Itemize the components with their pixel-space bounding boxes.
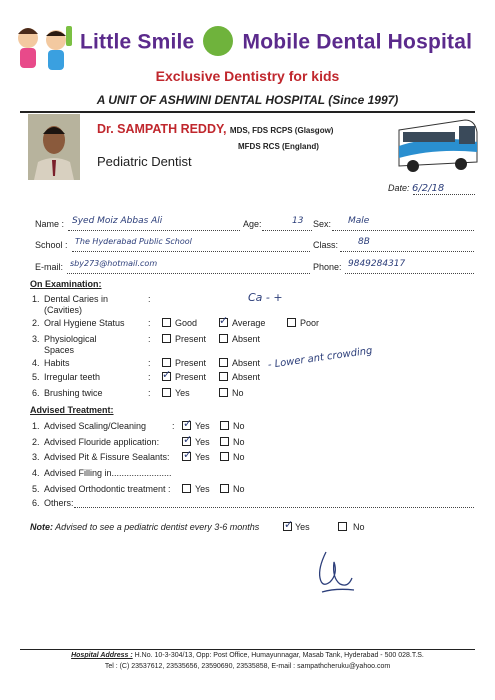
spaces-present-checkbox[interactable]	[162, 334, 171, 343]
exam-3-label: Physiological	[44, 334, 97, 344]
habits-present-label: Present	[175, 358, 207, 368]
footer-divider	[20, 649, 475, 650]
sex-value: Male	[348, 216, 370, 226]
irregular-absent-checkbox[interactable]	[219, 372, 228, 381]
fluoride-no-label: No	[233, 437, 245, 447]
caries-note: Ca - +	[248, 291, 283, 304]
note-yes-tick-icon: ✓	[284, 518, 294, 531]
doctor-degrees-2: MFDS RCS (England)	[238, 142, 319, 151]
habits-present-checkbox[interactable]	[162, 358, 171, 367]
email-underline	[67, 273, 310, 274]
school-label: School :	[35, 240, 68, 250]
footer-contact: Tel : (C) 23537612, 23535656, 23590690, 23535858, E-mail : sampathcheruku@yahoo.com	[104, 663, 391, 670]
adv-1-colon: :	[172, 421, 175, 431]
note-no-label: No	[353, 522, 365, 532]
oral-good-checkbox[interactable]	[162, 318, 171, 327]
age-underline	[262, 230, 312, 231]
exam-2-colon: :	[148, 318, 151, 328]
ortho-yes-checkbox[interactable]	[182, 484, 191, 493]
ortho-no-label: No	[233, 484, 245, 494]
scaling-no-checkbox[interactable]	[220, 421, 229, 430]
note-lead: Note:	[30, 522, 53, 532]
doctor-role: Pediatric Dentist	[97, 154, 192, 169]
smile-logo-icon	[203, 26, 233, 56]
note-no-checkbox[interactable]	[338, 522, 347, 531]
irregular-note: - Lower ant crowding	[267, 345, 374, 371]
exam-4-label: Habits	[44, 358, 70, 368]
adv-6-label: Others:	[44, 498, 74, 508]
habits-absent-label: Absent	[232, 358, 261, 368]
adv-1-label: Advised Scaling/Cleaning	[44, 421, 147, 431]
scaling-yes-tick-icon: ✓	[183, 417, 193, 430]
doctor-degrees: MDS, FDS RCPS (Glasgow)	[229, 126, 334, 135]
name-underline	[68, 230, 240, 231]
brushing-yes-label: Yes	[175, 388, 190, 398]
spaces-absent-checkbox[interactable]	[219, 334, 228, 343]
date-underline	[413, 194, 475, 195]
sealant-no-label: No	[233, 452, 245, 462]
exam-6-colon: :	[148, 388, 151, 398]
exam-2-num: 2.	[32, 318, 40, 328]
ortho-no-checkbox[interactable]	[220, 484, 229, 493]
email-label: E-mail:	[35, 262, 64, 272]
doctor-photo	[28, 114, 80, 180]
oral-poor-checkbox[interactable]	[287, 318, 296, 327]
oral-average-tick-icon: ✓	[219, 314, 229, 327]
sealant-no-checkbox[interactable]	[220, 452, 229, 461]
doctor-name-text: Dr. SAMPATH REDDY,	[97, 122, 227, 136]
exam-3-num: 3.	[32, 334, 40, 344]
exam-1-colon: :	[148, 294, 151, 304]
hospital-title	[80, 28, 472, 58]
age-value: 13	[292, 216, 304, 226]
sealant-yes-tick-icon: ✓	[183, 448, 193, 461]
note-text: Advised to see a pediatric dentist every 3-6 months	[55, 522, 260, 532]
exam-2-label: Oral Hygiene Status	[44, 318, 125, 328]
examination-heading: On Examination:	[30, 279, 102, 289]
adv-6-num: 6.	[32, 498, 40, 508]
exam-6-num: 6.	[32, 388, 40, 398]
oral-poor-label: Poor	[300, 318, 320, 328]
phone-value: 9849284317	[348, 259, 406, 269]
phone-label: Phone:	[313, 262, 342, 272]
footer-address	[0, 652, 495, 659]
mobile-bus-icon	[395, 112, 480, 178]
brushing-no-checkbox[interactable]	[219, 388, 228, 397]
name-value: Syed Moiz Abbas Ali	[72, 216, 163, 226]
exam-1-label: Dental Caries in	[44, 294, 109, 304]
exam-1-num: 1.	[32, 294, 40, 304]
unit-line: A UNIT OF ASHWINI DENTAL HOSPITAL (Since 1997)	[96, 93, 399, 107]
signature-icon	[312, 548, 357, 598]
sex-label: Sex:	[313, 219, 332, 229]
exam-5-colon: :	[148, 372, 151, 382]
title-right: Mobile Dental Hospital	[242, 30, 473, 54]
sex-underline	[332, 230, 474, 231]
habits-absent-checkbox[interactable]	[219, 358, 228, 367]
fluoride-yes-tick-icon: ✓	[183, 433, 193, 446]
oral-good-label: Good	[175, 318, 198, 328]
date-value: 6/2/18	[412, 183, 445, 194]
hospital-subtitle: Exclusive Dentistry for kids	[155, 68, 340, 84]
date-field	[388, 183, 444, 194]
title-left: Little Smile	[80, 30, 195, 54]
spaces-present-label: Present	[175, 334, 207, 344]
ortho-yes-label: Yes	[195, 484, 210, 494]
advised-heading: Advised Treatment:	[30, 405, 114, 415]
school-value: The Hyderabad Public School	[75, 237, 192, 246]
doctor-name	[97, 122, 333, 136]
adv-1-num: 1.	[32, 421, 40, 431]
exam-3-label2: Spaces	[44, 345, 75, 355]
class-underline	[340, 251, 474, 252]
exam-5-num: 5.	[32, 372, 40, 382]
adv-3-label: Advised Pit & Fissure Sealants:	[44, 452, 170, 462]
address-text: H.No. 10-3-304/13, Opp: Post Office, Humayunnagar, Masab Tank, Hyderabad - 500 028.T.S.	[134, 652, 424, 659]
age-label: Age:	[243, 219, 262, 229]
phone-underline	[345, 273, 474, 274]
adv-3-num: 3.	[32, 452, 40, 462]
exam-1-label2: (Cavities)	[44, 305, 83, 315]
irregular-absent-label: Absent	[232, 372, 261, 382]
exam-5-label: Irregular teeth	[44, 372, 101, 382]
scaling-yes-label: Yes	[195, 421, 210, 431]
adv-2-label: Advised Flouride application:	[44, 437, 160, 447]
adv-5-label: Advised Orthodontic treatment :	[44, 484, 171, 494]
brushing-yes-checkbox[interactable]	[162, 388, 171, 397]
exam-4-colon: :	[148, 358, 151, 368]
note-yes-label: Yes	[295, 522, 310, 532]
sealant-yes-label: Yes	[195, 452, 210, 462]
spaces-absent-label: Absent	[232, 334, 261, 344]
irregular-present-label: Present	[175, 372, 207, 382]
exam-6-label: Brushing twice	[44, 388, 103, 398]
brushing-no-label: No	[232, 388, 244, 398]
address-lead: Hospital Address :	[71, 652, 133, 659]
note-line	[30, 522, 259, 532]
adv-2-num: 2.	[32, 437, 40, 447]
exam-3-colon: :	[148, 334, 151, 344]
oral-average-label: Average	[232, 318, 266, 328]
class-label: Class:	[313, 240, 339, 250]
fluoride-no-checkbox[interactable]	[220, 437, 229, 446]
adv-4-num: 4.	[32, 468, 40, 478]
scaling-no-label: No	[233, 421, 245, 431]
exam-4-num: 4.	[32, 358, 40, 368]
email-value: sby273@hotmail.com	[70, 259, 158, 268]
adv-4-label: Advised Filling in........................	[44, 468, 172, 478]
class-value: 8B	[358, 237, 370, 247]
date-label: Date:	[388, 183, 410, 193]
others-underline	[74, 507, 474, 508]
fluoride-yes-label: Yes	[195, 437, 210, 447]
school-underline	[72, 251, 310, 252]
irregular-present-tick-icon: ✓	[162, 368, 172, 381]
name-label: Name :	[35, 219, 65, 229]
adv-5-num: 5.	[32, 484, 40, 494]
